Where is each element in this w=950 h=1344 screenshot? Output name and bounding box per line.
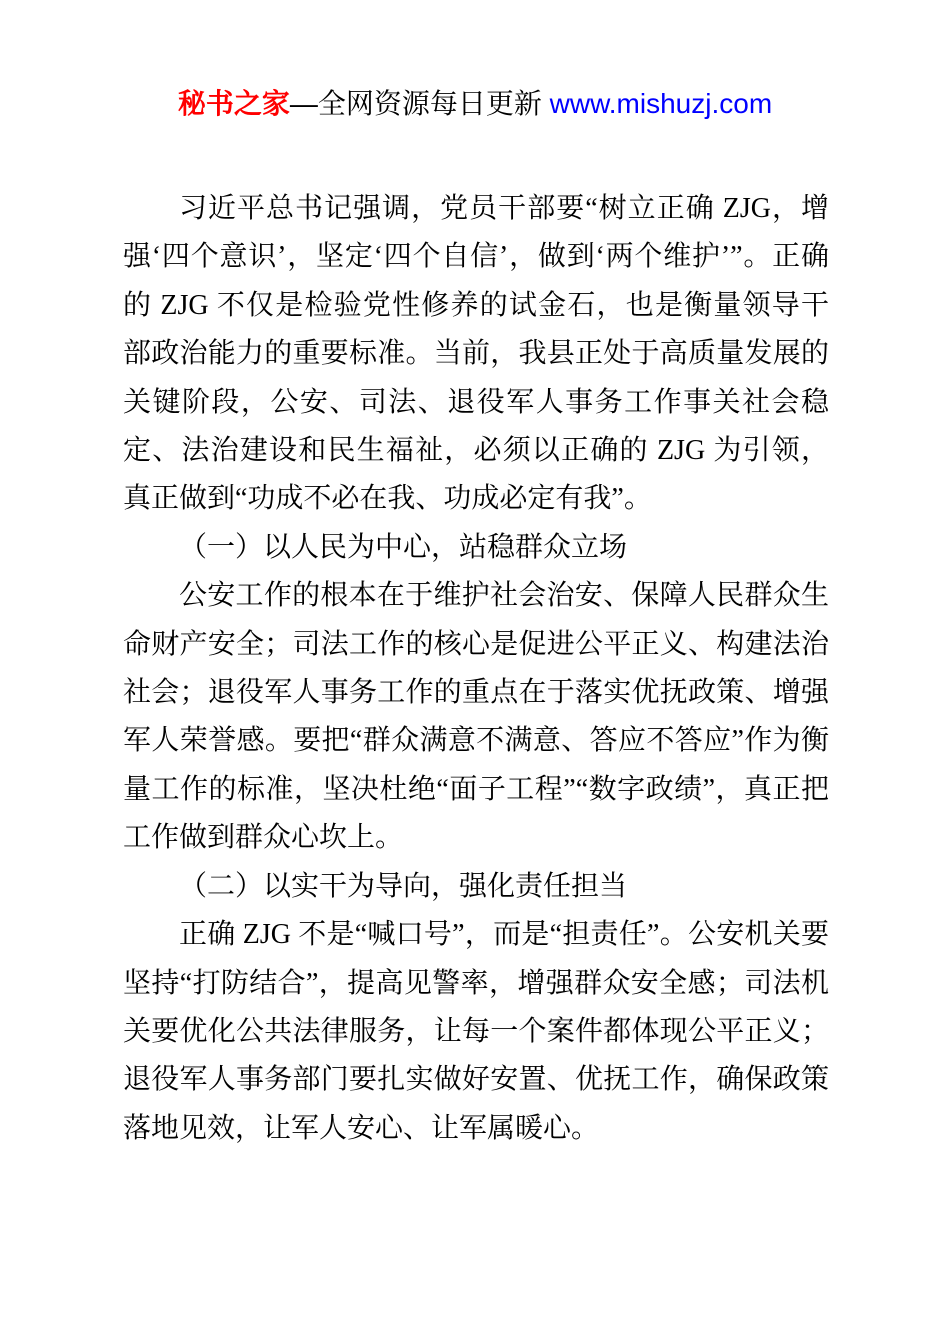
paragraph-section-2: 正确 ZJG 不是“喊口号”，而是“担责任”。公安机关要坚持“打防结合”，提高见警率，增强群众安全感；司法机关要优化公共法律服务，让每一个案件都体现公平正义；退役军人事务部门要扎实做好安置、优抚工作，确保政策落地见效，让军人安心、让军属暖心。 <box>123 919 829 1144</box>
document-content <box>123 185 829 1153</box>
site-name: 秘书之家 <box>177 88 290 119</box>
section-heading-1: （一）以人民为中心，站稳群众立场 <box>179 531 628 563</box>
page-header <box>0 87 950 120</box>
paragraph-intro: 习近平总书记强调，党员干部要“树立正确 ZJG，增强‘四个意识’，坚定‘四个自信’，做到‘两个维护’”。正确的 ZJG 不仅是检验党性修养的试金石，也是衡量领导干部政治能力的重要标准。当前，我县正处于高质量发展的关键阶段，公安、司法、退役军人事务工作事关社会稳定、法治建设和民生福祉，必须以正确的 ZJG 为引领，真正做到“功成不必在我、功成必定有我”。 <box>123 193 829 515</box>
section-heading-2: （二）以实干为导向，强化责任担当 <box>179 870 628 902</box>
paragraph-section-1: 公安工作的根本在于维护社会治安、保障人民群众生命财产安全；司法工作的核心是促进公平正义、构建法治社会；退役军人事务工作的重点在于落实优抚政策、增强军人荣誉感。要把“群众满意不满意、答应不答应”作为衡量工作的标准，坚决杜绝“面子工程”“数字政绩”，真正把工作做到群众心坎上。 <box>123 580 829 854</box>
site-tagline: —全网资源每日更新 <box>289 88 550 119</box>
site-url-link[interactable]: www.mishuzj.com <box>549 88 773 119</box>
